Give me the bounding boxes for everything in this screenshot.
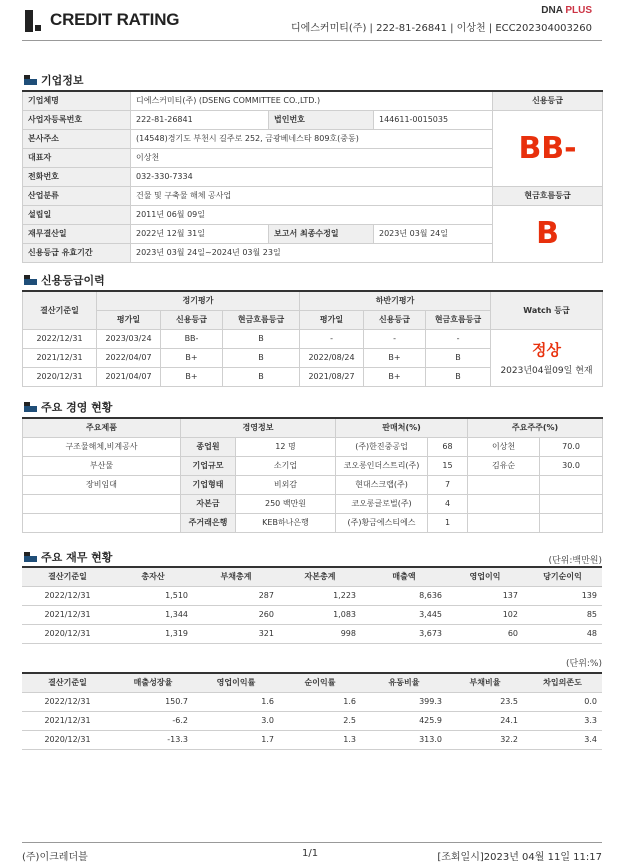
table-cell: 3,445 bbox=[361, 605, 447, 624]
finance-section-title: 주요 재무 현황 bbox=[24, 549, 112, 565]
table-cell: 기업규모 bbox=[181, 456, 236, 475]
fin-col-header: 결산기준일 bbox=[22, 673, 113, 692]
table-cell: 70.0 bbox=[540, 437, 603, 456]
table-row bbox=[23, 456, 603, 475]
table-cell: 85 bbox=[523, 605, 602, 624]
fs-date: 2022년 12월 31일 bbox=[131, 224, 269, 243]
fin-col-header: 차입의존도 bbox=[523, 673, 602, 692]
company-name: 디에스커미티(주) (DSENG COMMITTEE CO.,LTD.) bbox=[131, 91, 493, 110]
table-cell: 24.1 bbox=[447, 711, 523, 730]
table-cell: 137 bbox=[447, 586, 523, 605]
logo-bar bbox=[25, 10, 33, 32]
address: (14548)경기도 부천시 길주로 252, 금광베네스타 809호(중동) bbox=[131, 129, 493, 148]
history-section-title: 신용등급이력 bbox=[24, 272, 105, 288]
table-cell: 소기업 bbox=[236, 456, 336, 475]
fin-col-header: 부채총계 bbox=[193, 567, 279, 586]
table-cell: 287 bbox=[193, 586, 279, 605]
table-cell: 139 bbox=[523, 586, 602, 605]
table-cell: (주)한진중공업 bbox=[336, 437, 428, 456]
cash-grade: B bbox=[493, 205, 603, 262]
table-row bbox=[23, 329, 603, 348]
table-cell: 2020/12/31 bbox=[22, 730, 113, 749]
table-cell: 현대스크랩(주) bbox=[336, 475, 428, 494]
section-icon bbox=[24, 402, 37, 412]
table-cell: 399.3 bbox=[361, 692, 447, 711]
fin-col-header: 영업이익 bbox=[447, 567, 523, 586]
table-row bbox=[22, 624, 602, 643]
table-cell: -13.3 bbox=[113, 730, 193, 749]
table-cell: 3.3 bbox=[523, 711, 602, 730]
fin-col-header: 총자산 bbox=[113, 567, 193, 586]
table-cell: 2022/08/24 bbox=[300, 348, 364, 367]
table-cell: 1,223 bbox=[279, 586, 361, 605]
tel-label: 전화번호 bbox=[23, 167, 131, 186]
table-cell: 4 bbox=[428, 494, 468, 513]
table-cell bbox=[23, 513, 181, 532]
table-cell bbox=[468, 475, 540, 494]
fin-col-header: 매출액 bbox=[361, 567, 447, 586]
table-cell: 425.9 bbox=[361, 711, 447, 730]
finance-unit-percent: (단위:%) bbox=[566, 659, 602, 669]
business-section-title: 주요 경영 현황 bbox=[24, 399, 112, 415]
table-cell: 1,083 bbox=[279, 605, 361, 624]
table-cell: 2021/12/31 bbox=[22, 605, 113, 624]
table-cell bbox=[468, 513, 540, 532]
watch-header: Watch 등급 bbox=[491, 291, 603, 329]
fin-col-header: 매출성장율 bbox=[113, 673, 193, 692]
business-table bbox=[22, 417, 603, 533]
table-cell: 260 bbox=[193, 605, 279, 624]
report-date: 2023년 03월 24일 bbox=[374, 224, 493, 243]
credit-grade: BB- bbox=[493, 110, 603, 186]
sub-credit: 신용등급 bbox=[161, 310, 223, 329]
table-cell: 1,319 bbox=[113, 624, 193, 643]
table-cell: 7 bbox=[428, 475, 468, 494]
table-cell: B bbox=[426, 367, 491, 386]
report-header bbox=[22, 5, 602, 35]
header-divider bbox=[22, 40, 602, 41]
finance-unit-million: (단위:백만원) bbox=[548, 556, 602, 566]
table-cell: 998 bbox=[279, 624, 361, 643]
dna-plus-logo: DNA PLUS bbox=[541, 5, 592, 16]
table-cell: 주거래은행 bbox=[181, 513, 236, 532]
company-section-title: 기업정보 bbox=[24, 72, 84, 88]
table-cell: B+ bbox=[161, 367, 223, 386]
sub-cash: 현금흐름등급 bbox=[426, 310, 491, 329]
watch-status: 정상 bbox=[532, 341, 561, 359]
table-cell: - bbox=[300, 329, 364, 348]
table-row bbox=[22, 692, 602, 711]
header-company-info: 디에스커미티(주) | 222-81-26841 | 이상천 | ECC202304003260 bbox=[290, 23, 592, 34]
table-cell: 313.0 bbox=[361, 730, 447, 749]
table-cell: B+ bbox=[161, 348, 223, 367]
table-cell: 2022/12/31 bbox=[22, 692, 113, 711]
table-cell: 2021/12/31 bbox=[23, 348, 97, 367]
table-row bbox=[23, 437, 603, 456]
section-icon bbox=[24, 275, 37, 285]
table-cell: 102 bbox=[447, 605, 523, 624]
table-cell: 이상천 bbox=[468, 437, 540, 456]
company-info-table bbox=[22, 90, 603, 263]
fin-col-header: 유동비율 bbox=[361, 673, 447, 692]
address-label: 본사주소 bbox=[23, 129, 131, 148]
sales-header: 판매처(%) bbox=[336, 418, 468, 437]
table-cell bbox=[540, 475, 603, 494]
sub-eval-date: 평가일 bbox=[300, 310, 364, 329]
table-cell: 자본금 bbox=[181, 494, 236, 513]
info-header: 경영정보 bbox=[181, 418, 336, 437]
table-cell: 2022/12/31 bbox=[23, 329, 97, 348]
table-cell: 2022/12/31 bbox=[22, 586, 113, 605]
table-row bbox=[22, 730, 602, 749]
table-cell: 12 명 bbox=[236, 437, 336, 456]
industry: 건물 및 구축물 해체 공사업 bbox=[131, 186, 493, 205]
fin-col-header: 당기순이익 bbox=[523, 567, 602, 586]
table-cell: 23.5 bbox=[447, 692, 523, 711]
table-cell: 2021/04/07 bbox=[97, 367, 161, 386]
corp-no: 144611-0015035 bbox=[374, 110, 493, 129]
section-icon bbox=[24, 75, 37, 85]
table-row bbox=[22, 586, 602, 605]
table-row bbox=[22, 605, 602, 624]
footer-page: 1/1 bbox=[302, 848, 319, 859]
table-cell: B+ bbox=[364, 348, 426, 367]
table-cell: 150.7 bbox=[113, 692, 193, 711]
table-cell: 부산물 bbox=[23, 456, 181, 475]
fin-col-header: 부채비율 bbox=[447, 673, 523, 692]
table-cell: 종업원 bbox=[181, 437, 236, 456]
biz-no: 222-81-26841 bbox=[131, 110, 269, 129]
table-cell bbox=[540, 494, 603, 513]
products-header: 주요제품 bbox=[23, 418, 181, 437]
half-eval-header: 하반기평가 bbox=[300, 291, 491, 310]
table-cell: 2020/12/31 bbox=[22, 624, 113, 643]
table-cell: 321 bbox=[193, 624, 279, 643]
table-cell: 2021/12/31 bbox=[22, 711, 113, 730]
table-cell: 코오롱인더스트리(주) bbox=[336, 456, 428, 475]
validity-label: 신용등급 유효기간 bbox=[23, 243, 131, 262]
footer-company: (주)이크레더블 bbox=[22, 852, 88, 863]
fin-col-header: 순이익률 bbox=[279, 673, 361, 692]
footer-divider bbox=[22, 842, 602, 843]
fin-col-header: 자본총계 bbox=[279, 567, 361, 586]
table-cell: 1 bbox=[428, 513, 468, 532]
table-cell: B bbox=[223, 329, 300, 348]
cash-grade-label: 현금흐름등급 bbox=[493, 186, 603, 205]
table-cell bbox=[23, 494, 181, 513]
rating-history-table bbox=[22, 290, 603, 387]
table-cell: 1,510 bbox=[113, 586, 193, 605]
table-row bbox=[23, 475, 603, 494]
table-cell: 김유순 bbox=[468, 456, 540, 475]
regular-eval-header: 정기평가 bbox=[97, 291, 300, 310]
logo-dot bbox=[35, 25, 41, 31]
credit-grade-label: 신용등급 bbox=[493, 91, 603, 110]
table-cell: 0.0 bbox=[523, 692, 602, 711]
section-icon bbox=[24, 552, 37, 562]
table-cell: 15 bbox=[428, 456, 468, 475]
name-label: 기업체명 bbox=[23, 91, 131, 110]
tel: 032-330-7334 bbox=[131, 167, 493, 186]
biz-no-label: 사업자등록번호 bbox=[23, 110, 131, 129]
table-cell: 코오롱글로벌(주) bbox=[336, 494, 428, 513]
table-row bbox=[23, 494, 603, 513]
table-cell: 비외감 bbox=[236, 475, 336, 494]
validity: 2023년 03월 24일~2024년 03월 23일 bbox=[131, 243, 493, 262]
table-cell: KEB하나은행 bbox=[236, 513, 336, 532]
industry-label: 산업분류 bbox=[23, 186, 131, 205]
history-date-header: 결산기준일 bbox=[23, 291, 97, 329]
sub-eval-date: 평가일 bbox=[97, 310, 161, 329]
table-row bbox=[23, 513, 603, 532]
sub-credit: 신용등급 bbox=[364, 310, 426, 329]
table-cell: 1.6 bbox=[279, 692, 361, 711]
table-cell: 250 백만원 bbox=[236, 494, 336, 513]
table-cell: 30.0 bbox=[540, 456, 603, 475]
table-cell: 구조물해체,비계공사 bbox=[23, 437, 181, 456]
report-date-label: 보고서 최종수정일 bbox=[269, 224, 374, 243]
table-cell: B bbox=[223, 367, 300, 386]
finance-table-ratios bbox=[22, 672, 602, 750]
fin-col-header: 영업이익률 bbox=[193, 673, 279, 692]
table-cell: -6.2 bbox=[113, 711, 193, 730]
brand-title: CREDIT RATING bbox=[50, 10, 180, 29]
table-cell bbox=[468, 494, 540, 513]
table-cell: 2021/08/27 bbox=[300, 367, 364, 386]
table-cell: B+ bbox=[364, 367, 426, 386]
table-cell: B bbox=[426, 348, 491, 367]
table-cell: B bbox=[223, 348, 300, 367]
table-cell: 60 bbox=[447, 624, 523, 643]
table-cell: 2022/04/07 bbox=[97, 348, 161, 367]
table-cell: 장비임대 bbox=[23, 475, 181, 494]
corp-no-label: 법인번호 bbox=[269, 110, 374, 129]
table-cell: BB- bbox=[161, 329, 223, 348]
ceo-label: 대표자 bbox=[23, 148, 131, 167]
table-cell: 1.3 bbox=[279, 730, 361, 749]
watch-cell bbox=[491, 329, 603, 386]
table-cell: 3.4 bbox=[523, 730, 602, 749]
table-cell: 2.5 bbox=[279, 711, 361, 730]
table-cell: 3,673 bbox=[361, 624, 447, 643]
ceo: 이상천 bbox=[131, 148, 493, 167]
table-cell: 3.0 bbox=[193, 711, 279, 730]
table-cell: 48 bbox=[523, 624, 602, 643]
table-cell: 1.6 bbox=[193, 692, 279, 711]
founded-label: 설립일 bbox=[23, 205, 131, 224]
sub-cash: 현금흐름등급 bbox=[223, 310, 300, 329]
footer-lookup-time: [조회일시]2023년 04월 11일 11:17 bbox=[437, 852, 602, 863]
table-row bbox=[22, 711, 602, 730]
table-cell: - bbox=[364, 329, 426, 348]
founded: 2011년 06월 09일 bbox=[131, 205, 493, 224]
table-cell: 8,636 bbox=[361, 586, 447, 605]
table-cell: 32.2 bbox=[447, 730, 523, 749]
table-cell: 2020/12/31 bbox=[23, 367, 97, 386]
table-cell: - bbox=[426, 329, 491, 348]
table-cell: 1,344 bbox=[113, 605, 193, 624]
table-cell: 기업형태 bbox=[181, 475, 236, 494]
table-cell: (주)황금에스티에스 bbox=[336, 513, 428, 532]
finance-table-amounts bbox=[22, 566, 602, 644]
table-cell bbox=[540, 513, 603, 532]
watch-date: 2023년04월09일 현재 bbox=[500, 366, 593, 376]
table-cell: 2023/03/24 bbox=[97, 329, 161, 348]
table-cell: 68 bbox=[428, 437, 468, 456]
fin-col-header: 결산기준일 bbox=[22, 567, 113, 586]
holders-header: 주요주주(%) bbox=[468, 418, 603, 437]
fs-date-label: 재무결산일 bbox=[23, 224, 131, 243]
table-cell: 1.7 bbox=[193, 730, 279, 749]
